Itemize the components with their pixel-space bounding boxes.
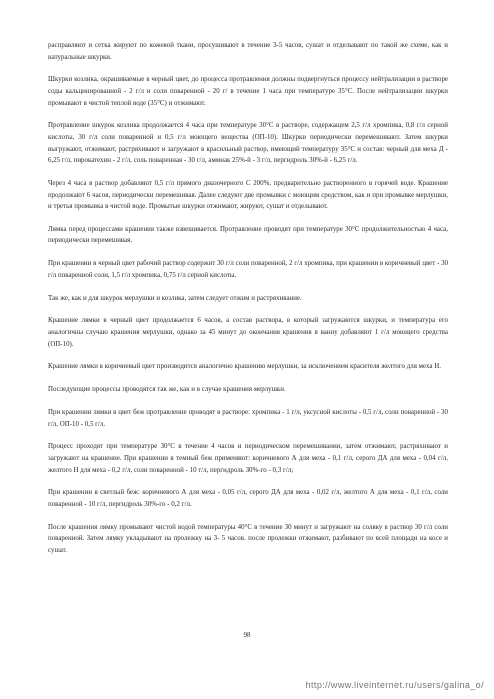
paragraph-5: Лямка перед процессами крашения также взвешивается. Протравление проводят при температуре 30°С продолжительностью 4 часа, периодически перемешивая. [48,225,448,245]
paragraph-2: Шкурки козлика, окрашиваемые в черный цвет, до процесса протравления должны подвергнуться процессу нейтрализации в растворе соды кальцинированной - 2 г/л и соли поваренной - 20 г/ в течение 1 часа при температуре 35°С. После нейтрализации шкурки промывают в чистой теплой воде (35°С) и отжимают. [48,76,448,107]
paragraph-8: Крашение лямки в черный цвет продолжается 6 часов, а состав раствора, в который загружаются шкурки, и температура его аналогичны случаю крашения мерлушки, однако за 45 минут до окончания крашения в ванну добавляют 1 г/л моющего средства (ОП-10). [48,317,448,348]
paragraph-12: Процесс проходят при температуре 30°С в течение 4 часов и периодическом перемешивании, затем отжимают, растряхивают и загружают на крашение. При крашении в темный беж применяют: коричневого А для меха - 0,1 г/л, серого ДА для меха - 0,04 г/л, желтого Н для меха - 0,2 г/л, соли поваренной - 10 г/л, пергидроль 30%-го - 0,3 г/л; [48,443,448,474]
paragraph-14: После крашения лямку промывают чистой водой температуры 40°С в течение 30 минут и загружают на соляку в раствор 30 г/л соли поваренной. Затем лямку укладывают на пролежку на 3- 5 часов. после пролежки отжимают, разбивают по всей площади на косе и сушат. [48,523,448,554]
paragraph-3: Протравление шкурок козлика продолжается 4 часа при температуре 30°С в растворе, содержащем 2,5 г/л хромпика, 0,8 г/л серной кислоты, 30 г/л соли поваренной и 0,5 г/л моющего вещества (ОП-10). Шкурки периодически перемешивают. Затем шкурки выгружают, отжимают, растряхивают и загружают в красильный раствор, имеющий температуру 35°С и состав: черный для меха Д - 6,25 г/л, пирокатехин - 2 г/л, соль поваренная - 30 г/л, аммиак 25%-й - 3 г/л, пергидроль 30%-й - 6,25 г/л. [48,122,448,165]
paragraph-4: Через 4 часа в раствор добавляют 0,5 г/л прямого диазочерного С 200%, предварительно растворенного в горячей воде. Крашение продолжают 6 часов, периодически перемешивая. Далее следуют две промывки с моющим средством, как и при промывке мерлушки, и третья промывка в чистой воде. Промытые шкурки отжимают, жируют, сушат и отделывают. [48,179,448,211]
page-body [48,40,448,568]
page-number: 98 [243,631,251,639]
paragraph-11: При крашении лямки в цвет беж протравление проводят в растворе: хромпика - 1 г/л, уксусной кислоты - 0,5 г/л, соли поваренной - 30 г/л, ОП-10 - 0,5 г/л. [48,408,448,428]
paragraph-7: Так же, как и для шкурок мерлушки и козлика, затем следует отжим и растряхивание. [48,294,302,302]
paragraph-9: Крашение лямки в коричневый цвет производится аналогично крашению мерлушки, за исключением красителя желтого для меха Н. [48,363,441,371]
source-watermark: http://www.liveinternet.ru/users/galina_o/ [305,680,484,690]
paragraph-13: При крашении в светлый беж: коричневого А для меха - 0,05 г/л, серого ДА для меха - 0,02 г/л, желтого А для меха - 0,1 г/л, соли поваренной - 10 г/л, пергидроль 30%-го - 0,2 г/л. [48,489,448,508]
paragraph-10: Последующие процессы проводятся так же, как и в случае крашения мерлушки. [48,386,286,394]
paragraph-6: При крашении в черный цвет рабочий раствор содержит 30 г/л соли поваренной, 2 г/л хромпика, при крашении в коричневый цвет - 30 г/л поваренной соли, 1,5 г/л хромпика, 0,75 г/л серной кислоты. [48,260,449,279]
paragraph-1: расправляют и сетка жируют по кожевой ткани, просушивают в течение 3-5 часов, сушат и отделывают по такой же схеме, как и натуральные шкурки. [48,42,448,61]
